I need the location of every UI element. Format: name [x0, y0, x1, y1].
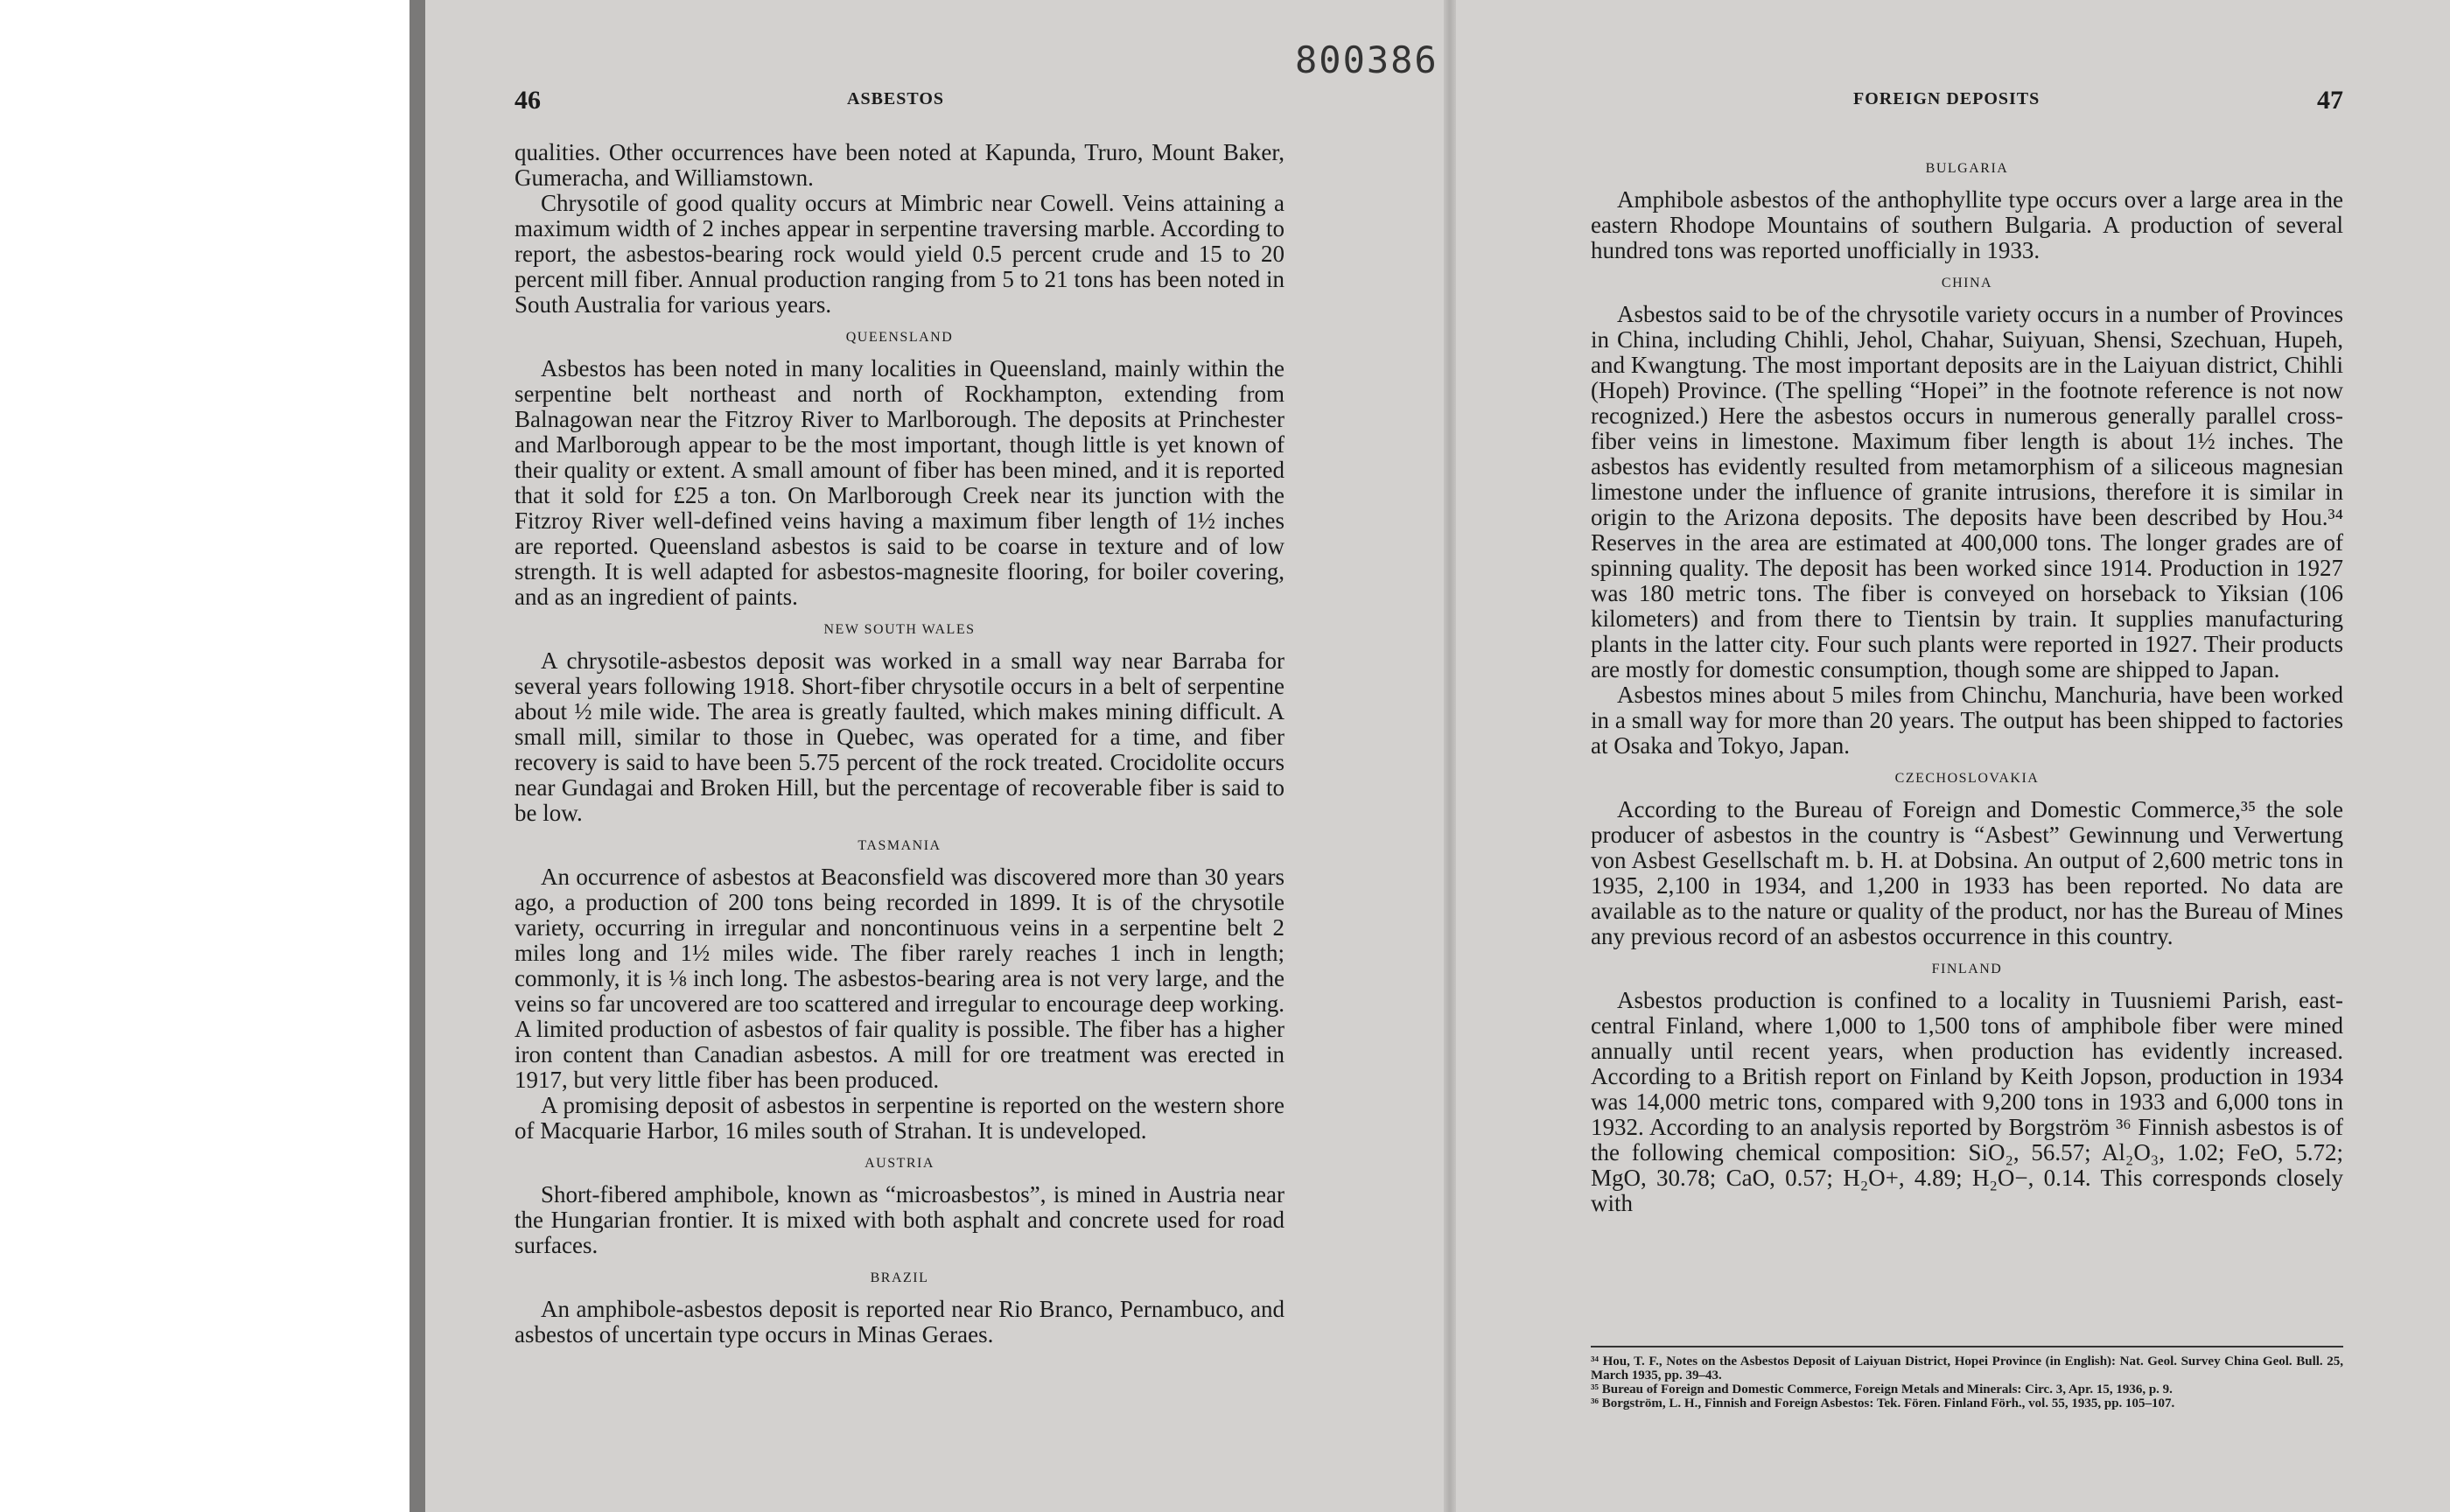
paragraph: Asbestos said to be of the chrysotile variety occurs in a number of Provinces in China, including Chihli, Jehol, Chahar, Suiyuan, Shensi, Szechuan, Hupeh, and Kwangtung. The most important deposits are in the Laiyuan district, Chihli (Hopeh) Province. (The spelling “Hopei” in the footnote reference is not now recognized.) Here the asbestos occurs in numerous generally parallel cross-fiber veins in limestone. Maximum fiber length is about 1½ inches. The asbestos has evidently resulted from metamorphism of a siliceous magnesian limestone under the influence of granite intrusions, therefore it is similar in origin to the Arizona deposits. The deposits have been described by Hou.³⁴ Reserves in the area are estimated at 400,000 tons. The longer grades are of spinning quality. The deposit has been worked since 1914. Production in 1927 was 180 metric tons. The fiber is conveyed on horseback to Yiksian (106 kilometers) and from there to Tientsin by train. It supplies manufacturing plants in the latter city. Four such plants were reported in 1927. Their products are mostly for domestic consumption, though some are shipped to Japan. — [1591, 301, 2343, 682]
paragraph: An amphibole-asbestos deposit is reported near Rio Branco, Pernambuco, and asbestos of uncertain type occurs in Minas Geraes. — [514, 1296, 1284, 1348]
paragraph: Asbestos has been noted in many localities in Queensland, mainly within the serpentine belt northeast and north of Rockhampton, extending from Balnagowan near the Fitzroy River to Marlborough. The deposits at Princhester and Marlborough appear to be the most important, though little is yet known of their quality or extent. A small amount of fiber has been mined, and it is reported that it sold for £25 a ton. On Marlborough Creek near its junction with the Fitzroy River well-defined veins having a maximum fiber length of 1½ inches are reported. Queensland asbestos is said to be coarse in texture and of low strength. It is well adapted for asbestos-magnesite flooring, for boiler covering, and as an ingredient of paints. — [514, 355, 1284, 610]
section-heading: BRAZIL — [870, 1270, 929, 1285]
paragraph: According to the Bureau of Foreign and Domestic Commerce,³⁵ the sole producer of asbestos in the country is “Asbest” Gewinnung und Verwertung von Asbest Gesellschaft m. b. H. at Dobsina. An output of 2,600 metric tons in 1935, 2,100 in 1934, and 1,200 in 1933 has been reported. No data are available as to the nature or quality of the product, nor has the Bureau of Mines any previous record of an asbestos occurrence in this country. — [1591, 796, 2343, 949]
footnote: ³⁵ Bureau of Foreign and Domestic Commerce, Foreign Metals and Minerals: Circ. 3, Apr. 15, 1936, p. 9. — [1591, 1382, 2173, 1396]
section-heading: BULGARIA — [1925, 161, 2009, 176]
archive-stamp: 800386 — [1295, 38, 1438, 81]
book-spread — [410, 0, 2450, 1512]
paragraph: Asbestos mines about 5 miles from Chinchu, Manchuria, have been worked in a small way for more than 20 years. The output has been shipped to factories at Osaka and Tokyo, Japan. — [1591, 682, 2343, 759]
blank-margin — [0, 0, 410, 1512]
section-heading: NEW SOUTH WALES — [823, 622, 976, 637]
running-title: FOREIGN DEPOSITS — [1853, 89, 2040, 108]
paragraph: A promising deposit of asbestos in serpentine is reported on the western shore of Macquarie Harbor, 16 miles south of Strahan. It is undeveloped. — [514, 1092, 1284, 1144]
page-number: 47 — [2317, 86, 2343, 115]
right-page-body — [1591, 149, 2343, 1216]
paragraph: An occurrence of asbestos at Beaconsfield was discovered more than 30 years ago, a production of 200 tons being recorded in 1899. It is of the chrysotile variety, occurring in irregular and noncontinuous veins in a serpentine belt 2 miles long and 1½ miles wide. The fiber rarely reaches 1 inch in length; commonly, it is ⅛ inch long. The asbestos-bearing area is not very large, and the veins so far uncovered are too scattered and irregular to encourage deep working. A limited production of asbestos of fair quality is possible. The fiber has a higher iron content than Canadian asbestos. A mill for ore treatment was erected in 1917, but very little fiber has been produced. — [514, 864, 1284, 1093]
paragraph: Chrysotile of good quality occurs at Mimbric near Cowell. Veins attaining a maximum width of 2 inches appear in serpentine traversing marble. According to report, the asbestos-bearing rock would yield 0.5 percent crude and 15 to 20 percent mill fiber. Annual production ranging from 5 to 21 tons has been noted in South Australia for various years. — [514, 190, 1284, 318]
left-page — [514, 0, 1284, 1512]
running-title: ASBESTOS — [847, 89, 945, 108]
footnotes — [1591, 1346, 2343, 1410]
paragraph: Amphibole asbestos of the anthophyllite type occurs over a large area in the eastern Rhodope Mountains of southern Bulgaria. A production of several hundred tons was reported unofficially in 1933. — [1591, 186, 2343, 263]
section-heading: AUSTRIA — [864, 1156, 934, 1171]
book-gutter — [1444, 0, 1456, 1512]
section-heading: CHINA — [1941, 276, 1993, 290]
paragraph: Asbestos production is confined to a locality in Tuusniemi Parish, east-central Finland, where 1,000 to 1,500 tons of amphibole fiber were mined annually until recent years, when production has evidently increased. According to a British report on Finland by Keith Jopson, production in 1934 was 14,000 metric tons, compared with 9,200 tons in 1933 and 6,000 tons in 1932. According to an analysis reported by Borgström ³⁶ Finnish asbestos is of the following chemical composition: SiO₂, 56.57; Al₂O₃, 1.02; FeO, 5.72; MgO, 30.78; CaO, 0.57; H₂O+, 4.89; H₂O−, 0.14. This corresponds closely with — [1591, 987, 2343, 1216]
right-page — [1591, 0, 2343, 1512]
page-number: 46 — [514, 86, 541, 115]
left-page-body — [514, 140, 1284, 1348]
section-heading: FINLAND — [1931, 962, 2003, 976]
paragraph: Short-fibered amphibole, known as “microasbestos”, is mined in Austria near the Hungarian frontier. It is mixed with both asphalt and concrete used for road surfaces. — [514, 1181, 1284, 1258]
page-edge-shadow — [410, 0, 425, 1512]
section-heading: TASMANIA — [858, 838, 942, 853]
footnote: ³⁴ Hou, T. F., Notes on the Asbestos Deposit of Laiyuan District, Hopei Province (in English): Nat. Geol. Survey China Geol. Bull. 25, March 1935, pp. 39–43. — [1591, 1354, 2343, 1382]
left-running-head — [514, 86, 1284, 121]
paragraph: qualities. Other occurrences have been noted at Kapunda, Truro, Mount Baker, Gumeracha, and Williamstown. — [514, 139, 1284, 191]
right-running-head — [1591, 86, 2343, 121]
section-heading: QUEENSLAND — [845, 330, 954, 345]
footnote: ³⁶ Borgström, L. H., Finnish and Foreign Asbestos: Tek. Fören. Finland Förh., vol. 55, 1935, pp. 105–107. — [1591, 1396, 2175, 1410]
section-heading: CZECHOSLOVAKIA — [1894, 771, 2040, 786]
paragraph: A chrysotile-asbestos deposit was worked in a small way near Barraba for several years following 1918. Short-fiber chrysotile occurs in a belt of serpentine about ½ mile wide. The area is greatly faulted, which makes mining difficult. A small mill, similar to those in Quebec, was operated for a time, and fiber recovery is said to have been 5.75 percent of the rock treated. Crocidolite occurs near Gundagai and Broken Hill, but the percentage of recoverable fiber is said to be low. — [514, 648, 1284, 826]
